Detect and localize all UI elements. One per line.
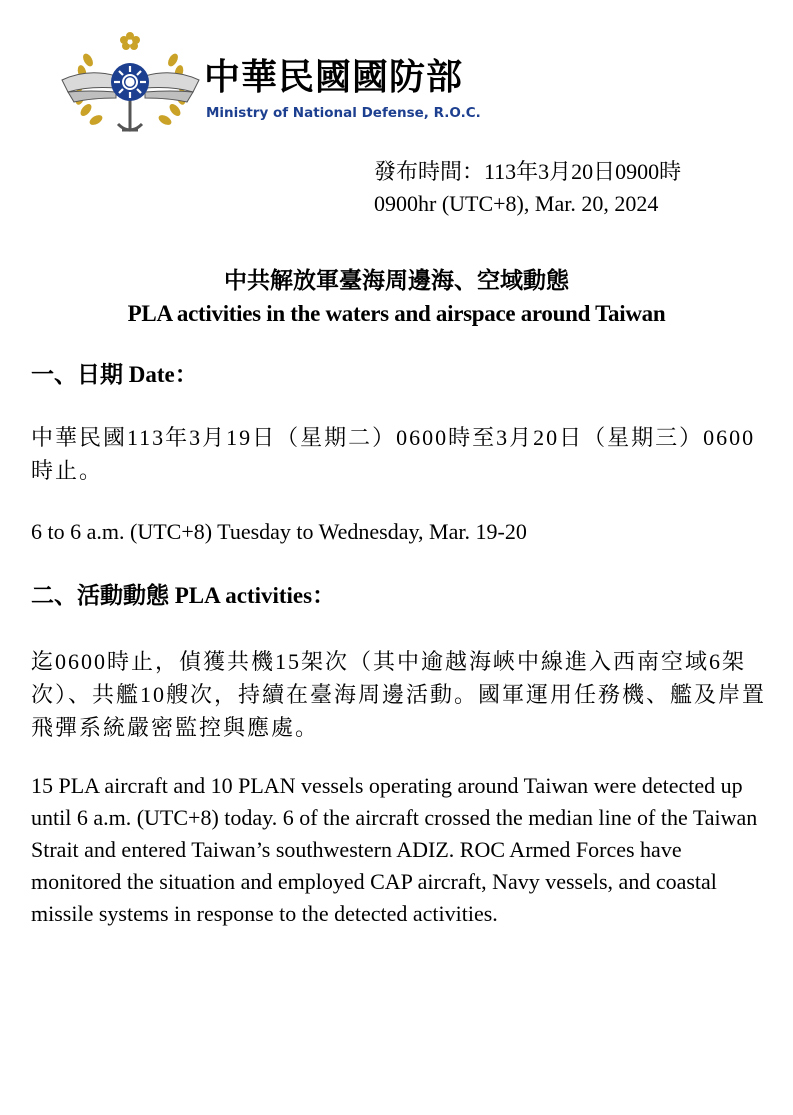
org-name-en: Ministry of National Defense, R.O.C. [206, 105, 481, 121]
title-en: PLA activities in the waters and airspace around Taiwan [127, 301, 666, 326]
mnd-logo [58, 30, 498, 142]
release-time [374, 156, 681, 220]
document-title [0, 264, 793, 330]
mnd-emblem-icon [58, 30, 203, 142]
section-activities-en: 15 PLA aircraft and 10 PLAN vessels operating around Taiwan were detected up until 6 a.m. (UTC+8) today. 6 of the aircraft crossed the median line of the Taiwan Strait and entered Taiwan’s southwestern ADIZ. ROC Armed Forces have monitored the situation and employed CAP aircraft, Navy vessels, and coastal missile systems in response to the detected activities. [31, 773, 758, 926]
section-date-zh: 中華民國113年3月19日（星期二）0600時至3月20日（星期三）0600時止。 [31, 425, 756, 483]
section-date-heading: 一、日期 Date： [31, 362, 198, 387]
release-time-en: 0900hr (UTC+8), Mar. 20, 2024 [374, 191, 659, 216]
org-name-zh: 中華民國國防部 [204, 57, 464, 98]
release-time-zh: 發布時間：113年3月20日0900時 [374, 159, 682, 184]
section-date-en: 6 to 6 a.m. (UTC+8) Tuesday to Wednesday, Mar. 19-20 [31, 519, 527, 544]
section-activities-heading: 二、活動動態 PLA activities： [31, 583, 336, 608]
title-zh: 中共解放軍臺海周邊海、空域動態 [224, 268, 569, 293]
section-activities-zh: 迄0600時止，偵獲共機15架次（其中逾越海峽中線進入西南空域6架次）、共艦10艘次，持續在臺海周邊活動。國軍運用任務機、艦及岸置飛彈系統嚴密監控與應處。 [31, 649, 767, 740]
